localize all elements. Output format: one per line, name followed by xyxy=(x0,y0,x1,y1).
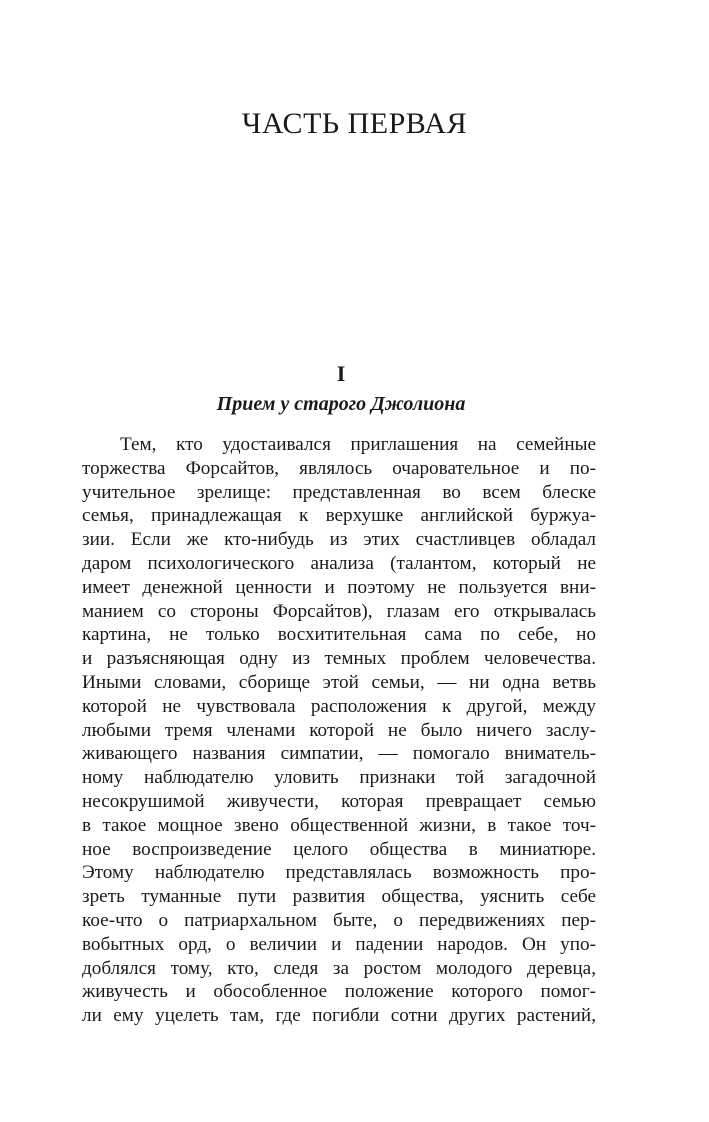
text-line: даром психологического анализа (талантом, который не xyxy=(82,552,596,574)
text-line: манием со стороны Форсайтов), глазам его открывалась xyxy=(82,600,596,622)
text-line: ли ему уцелеть там, где погибли сотни других растений, xyxy=(82,1005,596,1027)
text-line: в такое мощное звено общественной жизни, в такое точ- xyxy=(82,814,596,836)
text-line: семья, принадлежащая к верхушке английской буржуа- xyxy=(82,505,596,527)
text-line: любыми тремя членами которой не было ничего заслу- xyxy=(82,719,596,741)
text-line: Тем, кто удостаивался приглашения на семейные xyxy=(120,434,596,455)
text-line: кое-что о патриархальном быте, о передвижениях пер- xyxy=(82,909,596,931)
text-line: ное воспроизведение целого общества в миниатюре. xyxy=(82,838,596,860)
text-line: зреть туманные пути развития общества, уяснить себе xyxy=(82,886,596,908)
text-line: торжества Форсайтов, являлось очаровательное и по- xyxy=(82,457,596,479)
text-line: живучесть и обособленное положение которого помог- xyxy=(82,981,596,1003)
part-title: ЧАСТЬ ПЕРВАЯ xyxy=(241,107,468,140)
chapter-title: Прием у старого Джолиона xyxy=(216,393,466,415)
text-line: вобытных орд, о величии и падении народов. Он упо- xyxy=(82,933,596,955)
text-line: несокрушимой живучести, которая превращает семью xyxy=(82,790,596,812)
text-line: Иными словами, сборище этой семьи, — ни одна ветвь xyxy=(82,671,596,693)
text-line: картина, не только восхитительная сама по себе, но xyxy=(82,624,596,646)
chapter-number: I xyxy=(336,361,346,386)
text-line: живающего названия симпатии, — помогало вниматель- xyxy=(82,743,596,765)
text-line: зии. Если же кто-нибудь из этих счастливцев обладал xyxy=(82,529,596,551)
text-line: имеет денежной ценности и поэтому не пользуется вни- xyxy=(82,576,596,598)
chapter-body-paragraph xyxy=(82,433,596,1028)
text-line: которой не чувствовала расположения к другой, между xyxy=(82,695,596,717)
text-line: и разъясняющая одну из темных проблем человечества. xyxy=(82,648,596,670)
text-line: Этому наблюдателю представлялась возможность про- xyxy=(82,862,596,884)
text-line: доблялся тому, кто, следя за ростом молодого деревца, xyxy=(82,957,596,979)
text-line: учительное зрелище: представленная во всем блеске xyxy=(82,481,596,503)
text-line: ному наблюдателю уловить признаки той загадочной xyxy=(82,767,596,789)
